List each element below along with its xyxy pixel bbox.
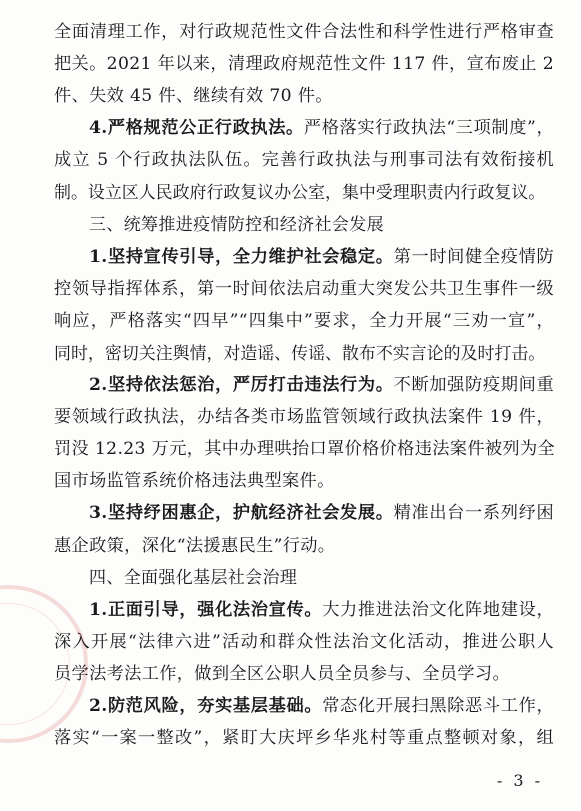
paragraph-line: 要领域行政执法，办结各类市场监管领域行政执法案件 19 件， (54, 407, 554, 428)
paragraph-line: 员学法考法工作，做到全区公职人员全员参与、全员学习。 (54, 663, 510, 684)
paragraph-first-line (54, 497, 554, 529)
paragraph-text: 大力推进法治文化阵地建设， (322, 599, 554, 620)
paragraph-line: 惠企政策，深化“法援惠民生”行动。 (54, 535, 336, 556)
paragraph-line: 同时，密切关注舆情，对造谣、传谣、散布不实言论的及时打击。 (54, 342, 546, 363)
paragraph-line: 落实“一案一整改”，紧盯大庆坪乡华兆村等重点整顿对象，组 (54, 728, 554, 749)
paragraph-line: 制。设立区人民政府行政复议办公室，集中受理职责内行政复议。 (54, 182, 546, 203)
paragraph-text: 不断加强防疫期间重 (393, 375, 554, 396)
paragraph-line: 成立 5 个行政执法队伍。完善行政执法与刑事司法有效衔接机 (54, 150, 554, 171)
paragraph-line: 国市场监管系统价格违法典型案件。 (54, 471, 335, 492)
paragraph-text: 常态化开展扫黑除恶斗工作， (322, 695, 554, 716)
paragraph-lead: 3.坚持纾困惠企，护航经济社会发展。 (89, 503, 394, 524)
paragraph-lead: 1.坚持宣传引导，全力维护社会稳定。 (89, 246, 394, 267)
paragraph-line: 罚没 12.23 万元，其中办理哄抬口罩价格价格违法案件被列为全 (54, 439, 556, 460)
paragraph-lead: 2.防范风险，夯实基层基础。 (89, 695, 323, 716)
paragraph-text: 严格落实行政执法“三项制度”， (303, 118, 554, 139)
paragraph-lead: 4.严格规范公正行政执法。 (89, 118, 304, 139)
paragraph-first-line (54, 594, 554, 626)
paragraph-line: 控领导指挥体系，第一时间依法启动重大突发公共卫生事件一级 (54, 278, 554, 299)
section-heading: 三、统筹推进疫情防控和经济社会发展 (89, 214, 384, 235)
section-heading: 四、全面强化基层社会治理 (89, 567, 298, 588)
paragraph-line: 把关。2021 年以来，清理政府规范性文件 117 件，宣布废止 2 (54, 54, 554, 75)
paragraph-line: 深入开展“法律六进”活动和群众性法治文化活动，推进公职人 (54, 631, 554, 652)
paragraph-first-line (54, 241, 554, 273)
paragraph-first-line (54, 690, 554, 722)
paragraph-text: 精准出台一系列纾困 (393, 503, 554, 524)
paragraph-first-line (54, 369, 554, 401)
paragraph-line: 全面清理工作，对行政规范性文件合法性和科学性进行严格审查 (54, 22, 554, 42)
paragraph-first-line (54, 112, 554, 144)
document-body (54, 16, 554, 754)
paragraph-line: 响应，严格落实“四早”“四集中”要求，全力开展“三劝一宣”， (54, 310, 554, 331)
paragraph-lead: 2.坚持依法惩治，严厉打击违法行为。 (89, 375, 394, 396)
page-number: - 3 - (496, 771, 543, 790)
paragraph-line: 件、失效 45 件、继续有效 70 件。 (54, 86, 333, 107)
paragraph-lead: 1.正面引导，强化法治宣传。 (89, 599, 323, 620)
paragraph-text: 第一时间健全疫情防 (393, 246, 554, 267)
